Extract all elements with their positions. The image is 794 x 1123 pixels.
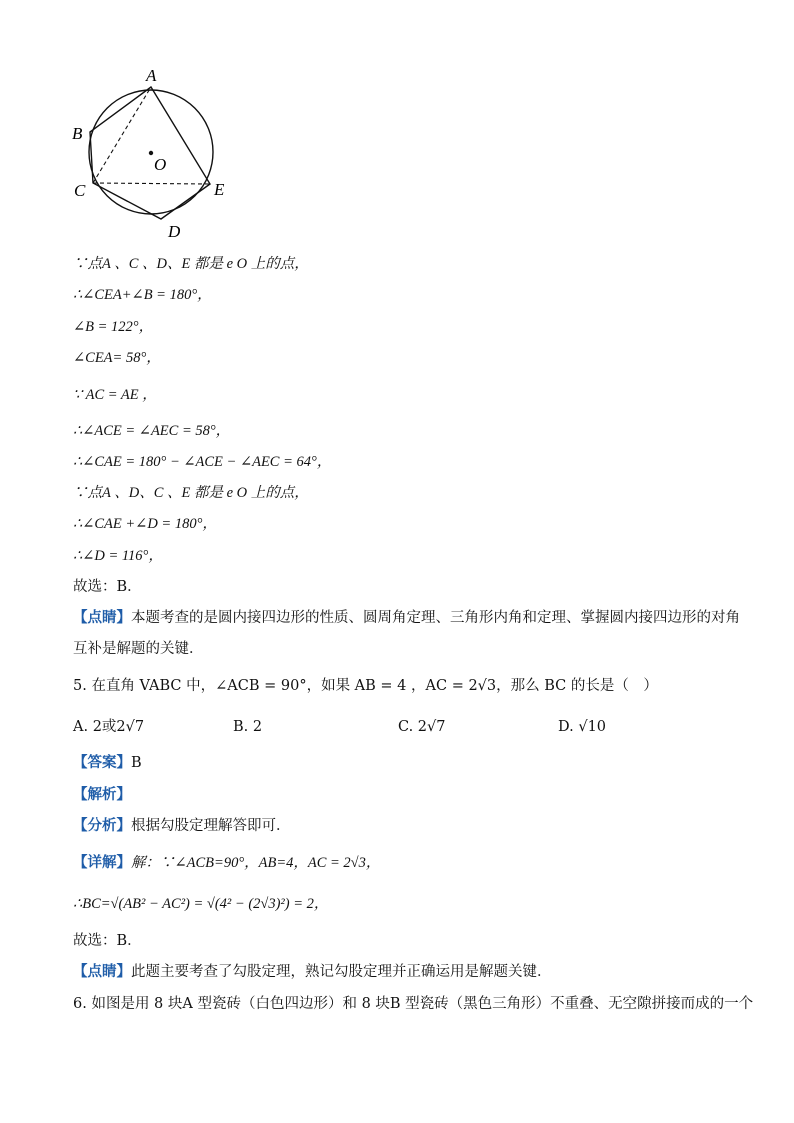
q5-detail [73, 853, 380, 873]
solution-line-3: ∠B = 122°， [73, 319, 154, 335]
label-o: O [154, 155, 167, 174]
comment-text-1: 本题考查的是圆内接四边形的性质、圆周角定理、三角形内角和定理、掌握圆内接四边形的对角 [131, 610, 740, 626]
solution-line-6: ∴∠ACE = ∠AEC = 58°， [73, 423, 231, 439]
answer-tag: 【答案】 [73, 754, 131, 771]
fenxi-tag: 【分析】 [73, 817, 131, 834]
q5-choose: 故选：B． [73, 933, 142, 949]
label-d: D [168, 222, 181, 241]
detail-tag: 【详解】 [73, 854, 131, 871]
q5-option-a: A. 2或2√7 [73, 719, 145, 735]
solution-line-8: ∵点A 、D、C 、E 都是 e O 上的点， [73, 485, 309, 501]
solution-line-10: ∴∠D = 116°， [73, 548, 163, 564]
comment-line-1 [73, 608, 740, 628]
q5-fenxi [73, 816, 291, 836]
comment-line-2: 互补是解题的关键． [73, 641, 204, 657]
q5-stem: 5. 在直角 VABC 中，∠ACB = 90°，如果 AB = 4 ，AC = 2√3，那么 BC 的长是（ ） [73, 678, 658, 694]
fenxi-text: 根据勾股定理解答即可． [131, 818, 291, 834]
center-o-point [149, 151, 153, 155]
solution-line-2: ∴∠CEA+∠B = 180°， [73, 287, 212, 303]
q5-comment [73, 962, 552, 982]
label-b: B [72, 124, 83, 143]
geometry-figure [62, 62, 242, 242]
q5-calc: ∴BC=√(AB² − AC²) = √(4² − (2√3)²) = 2， [73, 896, 329, 912]
solution-line-4: ∠CEA= 58°， [73, 350, 161, 366]
label-a: A [146, 66, 157, 85]
detail-text: 解：∵∠ACB=90°，AB=4，AC = 2√3， [131, 855, 381, 871]
comment-tag: 【点睛】 [73, 609, 131, 626]
q5-analysis-heading [73, 785, 131, 805]
analysis-tag: 【解析】 [73, 786, 131, 803]
label-e: E [214, 180, 225, 199]
q5-option-d: D. √10 [558, 719, 607, 735]
q5-comment-tag: 【点睛】 [73, 963, 131, 980]
segment-ca [93, 87, 151, 183]
solution-line-7: ∴∠CAE = 180° − ∠ACE − ∠AEC = 64°， [73, 454, 332, 470]
solution-line-5: ∵ AC = AE ， [73, 387, 157, 403]
answer-value: B [131, 755, 142, 771]
label-c: C [74, 181, 86, 200]
q5-option-b: B. 2 [233, 719, 263, 735]
q5-answer [73, 753, 142, 773]
solution-line-1: ∵点A 、C 、D、E 都是 e O 上的点， [73, 256, 309, 272]
q5-option-c: C. 2√7 [398, 719, 446, 735]
q6-stem: 6. 如图是用 8 块A 型瓷砖（白色四边形）和 8 块B 型瓷砖（黑色三角形）不重叠、无空隙拼接而成的一个 [73, 996, 754, 1012]
solution-line-9: ∴∠CAE +∠D = 180°， [73, 516, 217, 532]
segment-ce [93, 183, 210, 184]
q5-comment-text: 此题主要考查了勾股定理，熟记勾股定理并正确运用是解题关键． [131, 964, 552, 980]
solution-choose: 故选：B． [73, 579, 142, 595]
